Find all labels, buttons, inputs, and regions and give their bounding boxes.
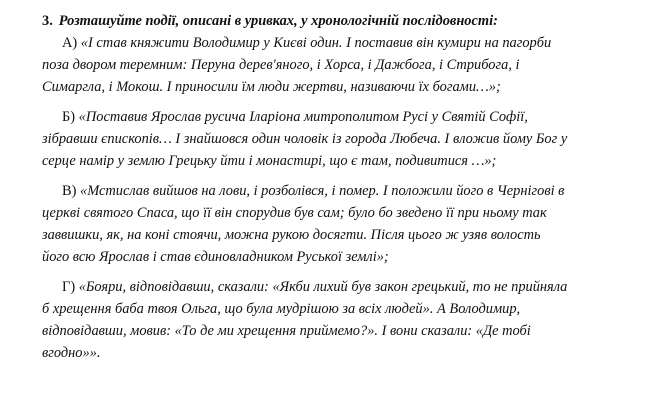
excerpt-label: В) [62,183,80,199]
excerpt-line: відповідавши, мовив: «То де ми хрещення приймемо?». І вони сказали: «Де тобі [42,323,531,339]
excerpt-label: А) [62,35,81,51]
excerpt-line: В) «Мстислав вийшов на лови, і розболівся, і помер. І положили його в Чернігові в [62,183,565,199]
excerpt-line: заввишки, як, на коні стоячи, можна рукою досягти. Після цього ж узяв волость [42,227,541,243]
excerpt-line: вгодно»». [42,345,101,361]
excerpt-line: б хрещення баба твоя Ольга, що була мудрішою за всіх людей». А Володимир, [42,301,521,317]
excerpt-line: Симаргла, і Мокош. І приносили їм люди жертви, називаючи їх богами…»; [42,79,501,95]
task-heading [42,12,498,31]
excerpt-a [42,32,632,98]
excerpt-label: Б) [62,109,79,125]
excerpt-label: Г) [62,279,79,295]
task-title-text: Розташуйте події, описані в уривках, у хронологічній послідовності: [58,13,498,29]
excerpt-b [42,106,632,172]
excerpt-line: поза двором теремним: Перуна дерев'яного, і Хорса, і Дажбога, і Стрибога, і [42,57,520,73]
excerpt-line: А) «І став княжити Володимир у Києві один. І поставив він кумири на пагорби [62,35,552,51]
excerpt-line: серце намір у землю Грецьку йти і монастирі, що є там, подивитися …»; [42,153,497,169]
task-number: 3. [42,13,53,29]
excerpt-line: Б) «Поставив Ярослав русича Іларіона митрополитом Русі у Святій Софії, [62,109,528,125]
excerpt-line: Г) «Бояри, відповідавши, сказали: «Якби лихий був закон грецький, то не прийняла [62,279,568,295]
excerpt-line: церкві святого Спаса, що її він спорудив був сам; було бо зведено її при ньому так [42,205,547,221]
excerpt-line: його всю Ярослав і став єдиновладником Руської землі»; [42,249,389,265]
excerpt-line: зібравши єпископів… І знайшовся один чоловік із города Любеча. І вложив йому Бог у [42,131,568,147]
excerpt-d [42,276,632,364]
excerpt-c [42,180,632,268]
